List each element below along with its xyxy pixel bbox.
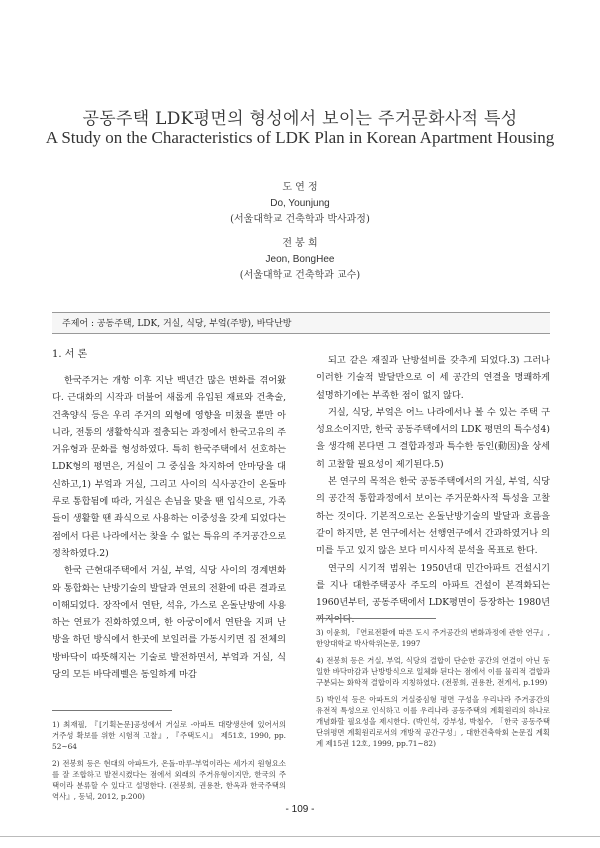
section-heading: 1. 서 론 [52, 349, 88, 360]
footnotes-left [52, 710, 286, 808]
footnote-rule [316, 618, 436, 619]
author-2-affiliation: (서울대학교 건축학과 교수) [239, 270, 361, 281]
author-2-name-en: Jeon, BongHee [265, 254, 335, 265]
title-korean: 공동주택 LDK평면의 형성에서 보이는 주거문화사적 특성 [82, 109, 518, 129]
title-english: A Study on the Characteristics of LDK Plan in Korean Apartment Housing [45, 128, 555, 147]
paragraph: 한국 근현대주택에서 거실, 부엌, 식당 사이의 경계변화와 통합화는 난방기술의 발달과 연료의 전환에 따른 결과로 이해되었다. 장작에서 연탄, 석유, 가스로 온돌난방에 사용하는 연료가 진화하였으며, 한 아궁이에서 연탄을 지펴 난방을 하던 방식에서 한곳에 보일러를 가동시키면 집 전체의 방바닥이 따뜻해지는 기술로 발전하면서, 부엌과 거실, 식당의 모든 바닥레벨은 동일하게 마감 [52, 565, 286, 681]
author-1 [0, 180, 600, 228]
footnote-1: 1) 최재필, 『[기획논문]공성에서 거실로 -아파트 대량생산에 있어서의 거주성 확보를 위한 시험적 고찰』, 『주택도시』 제51호, 1990, pp. 52~64 [52, 720, 286, 751]
left-column [52, 348, 286, 683]
paragraph: 되고 같은 재질과 난방설비를 갖추게 되었다.3) 그러나 이러한 기술적 발달만으로 이 세 공간의 연결을 명쾌하게 설명하기에는 부족한 점이 없지 않다. [316, 355, 550, 401]
paragraph: 거실, 식당, 부엌은 어느 나라에서나 볼 수 있는 주택 구성요소이지만, 한국 공동주택에서의 LDK 평면의 특수성4)을 생각해 본다면 그 결합과정과 특수한 동인(動因)을 상세히 고찰할 필요성이 제기된다.5) [316, 406, 550, 470]
footnote-3: 3) 이윤희, 『연료전환에 따른 도시 주거공간의 변화과정에 관한 연구』, 한양대학교 박사학위논문, 1997 [316, 628, 550, 648]
paragraph: 본 연구의 목적은 한국 공동주택에서의 거실, 부엌, 식당의 공간적 통합과정에서 보이는 주거문화사적 특성을 고찰하는 것이다. 기본적으로는 온돌난방기술의 발달과 흐름을 같이 하지만, 본 연구에서는 선행연구에서 간과하였거나 의미를 두고 있지 않은 보다 미시사적 분석을 목표로 한다. [316, 476, 550, 557]
author-2 [0, 236, 600, 284]
footnote-rule [52, 710, 172, 711]
footnote-2: 2) 전봉희 등은 현대의 아파트가, 온돌-마루-부엌이라는 세가지 원형요소를 잘 조합하고 발전시켰다는 점에서 외래의 주거유형이지만, 한국의 주택이라 분류할 수 있다고 설명한다. (전봉희, 권용찬, 한옥과 한국주택의 역사』, 동녘, 2012, p.200) [52, 759, 286, 801]
footnote-4: 4) 전봉희 등은 거실, 부엌, 식당의 결합이 단순한 공간의 연결이 아닌 동일한 바닥마감과 난방방식으로 일체화 된다는 점에서 이를 물리적 결합과 구분되는 화학적 결합이라 지칭하였다. (전봉희, 권용찬, 전게서, p.199) [316, 656, 550, 687]
footnote-5: 5) 박인석 등은 아파트의 거실중심형 평면 구성을 우리나라 주거공간의 유전적 특성으로 인식하고 이를 우리나라 공동주택의 계획원리의 하나로 개념화할 필요성을 제시한다. (박인석, 강부성, 박철수, 「한국 공동주택 단위평면 계획원리로서의 개방적 공간구성」, 대한건축학회 논문집 계획계 제15권 12호, 1999, pp.71~82) [316, 695, 550, 748]
author-1-name-en: Do, Younjung [270, 198, 330, 209]
paragraph: 한국주거는 개항 이후 지난 백년간 많은 변화를 겪어왔다. 근대화의 시작과 더불어 새롭게 유입된 재료와 건축술, 건축양식 등은 우리 주거의 외형에 영향을 미쳤을 뿐만 아니라, 전통의 생활학식과 절충되는 과정에서 한국고유의 주거유형과 문화를 형성하였다. 특히 한국주택에서 선호하는 LDK형의 평면은, 거실이 그 중심을 차지하여 안마당을 대신하고,1) 부엌과 거실, 그리고 사이의 식사공간이 온돌마루로 통합됨에 따라, 거실은 손님을 맞을 땐 입식으로, 가족들이 생활할 땐 좌식으로 사용하는 이중성을 갖게 되었다는 점에서 다른 나라에서는 찾을 수 없는 특유의 주거공간으로 정착하였다.2) [52, 375, 286, 559]
footnotes-right [316, 618, 550, 755]
paragraph: 연구의 시기적 범위는 1950년대 민간아파트 건설시기를 지나 대한주택공사 주도의 아파트 건설이 본격화되는 1960년부터, 공동주택에서 LDK평면이 등장하는 1980년까지이다. [316, 562, 550, 626]
bottom-rule [0, 836, 600, 837]
keywords-box: 주제어 : 공동주택, LDK, 거실, 식당, 부엌(주방), 바닥난방 [52, 312, 550, 334]
author-2-name-ko: 전 봉 희 [282, 238, 318, 249]
author-1-name-ko: 도 연 정 [282, 182, 318, 193]
author-1-affiliation: (서울대학교 건축학과 박사과정) [230, 214, 370, 225]
page-number: - 109 - [285, 804, 315, 815]
right-column [316, 352, 550, 629]
